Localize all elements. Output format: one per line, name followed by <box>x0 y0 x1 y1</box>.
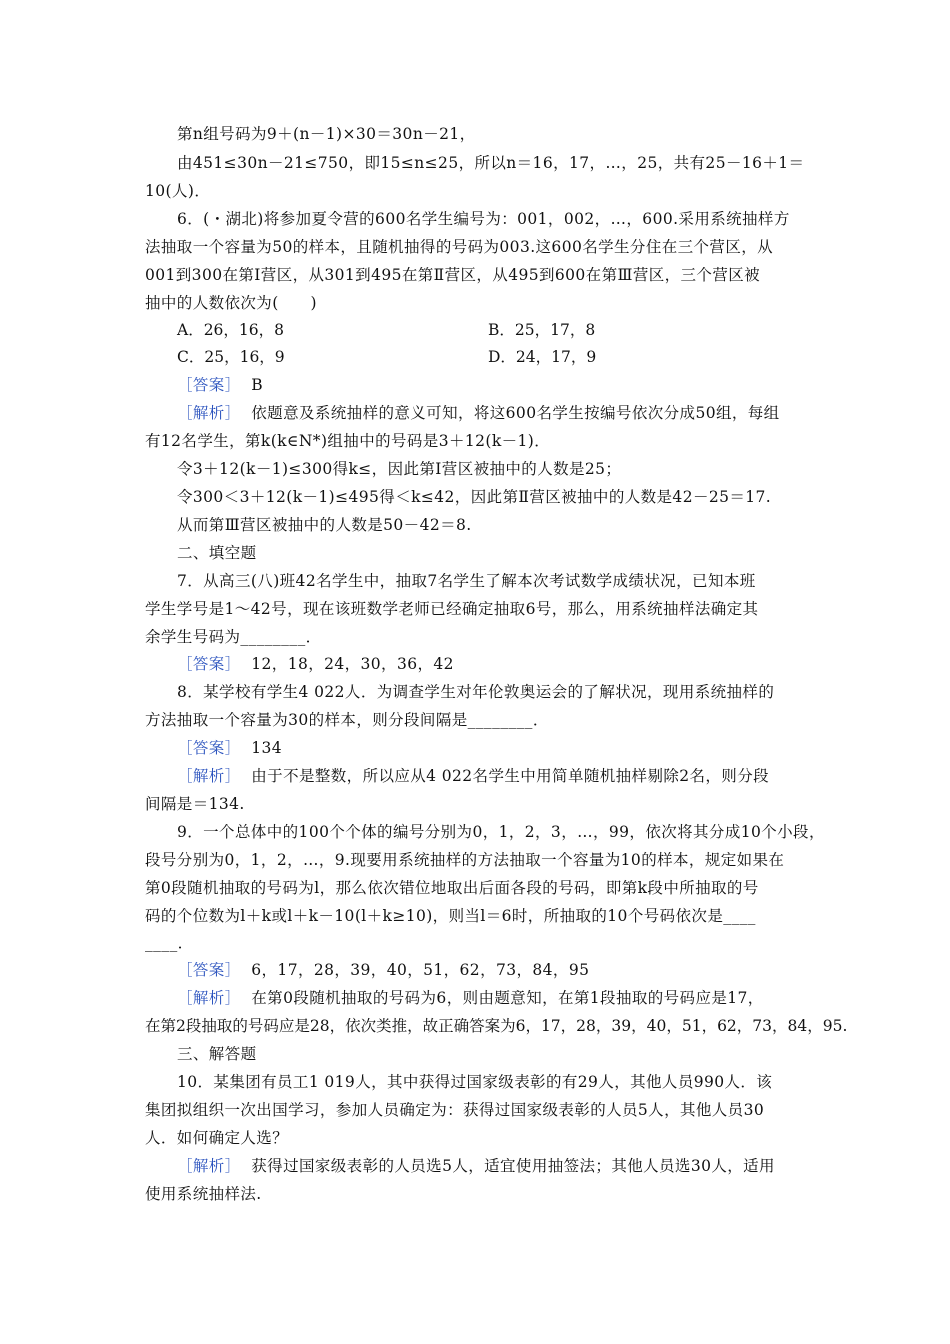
text-line: 第0段随机抽取的号码为l，那么依次错位地取出后面各段的号码，即第k段中所抽取的号 <box>145 879 759 897</box>
text-line: 方法抽取一个容量为30的样本，则分段间隔是________． <box>145 711 549 729</box>
text-line: 由451≤30n－21≤750，即15≤n≤25，所以n＝16，17，…，25，共有25－16＋1＝ <box>177 154 805 172</box>
text-line: 段号分别为0，1，2，…，9.现要用系统抽样的方法抽取一个容量为10的样本，规定如果在 <box>145 851 785 869</box>
analysis-line <box>177 766 842 786</box>
question-7: 7．从高三(八)班42名学生中，抽取7名学生了解本次考试数学成绩状况，已知本班 <box>177 572 756 590</box>
answer-value: 6，17，28，39，40，51，62，73，84，95 <box>251 961 590 979</box>
answer-line <box>177 375 842 395</box>
analysis-text: 依题意及系统抽样的意义可知，将这600名学生按编号依次分成50组，每组 <box>251 404 780 422</box>
analysis-tag: ［解析］ <box>177 404 241 422</box>
text-line: 码的个位数为l＋k或l＋k－10(l＋k≥10)，则当l＝6时，所抽取的10个号码依次是____ <box>145 907 756 925</box>
text-line: 法抽取一个容量为50的样本，且随机抽得的号码为003.这600名学生分住在三个营区，从 <box>145 238 774 256</box>
analysis-text: 获得过国家级表彰的人员选5人，适宜使用抽签法；其他人员选30人，适用 <box>251 1157 775 1175</box>
answer-tag: ［答案］ <box>177 961 241 979</box>
text-line: 令300＜3＋12(k－1)≤495得＜k≤42，因此第Ⅱ营区被抽中的人数是42－25＝17. <box>177 488 772 506</box>
answer-line <box>177 960 842 980</box>
analysis-tag: ［解析］ <box>177 1157 241 1175</box>
option-a: A．26，16，8 <box>177 321 285 339</box>
text-line: 有12名学生，第k(k∈N*)组抽中的号码是3＋12(k－1)． <box>145 432 551 450</box>
analysis-tag: ［解析］ <box>177 989 241 1007</box>
answer-line <box>177 654 842 674</box>
section-heading: 三、解答题 <box>177 1045 257 1063</box>
text-line: 学生学号是1～42号，现在该班数学老师已经确定抽取6号，那么，用系统抽样法确定其 <box>145 600 759 618</box>
answer-tag: ［答案］ <box>177 655 241 673</box>
analysis-line <box>177 988 842 1008</box>
answer-value: B <box>251 376 264 394</box>
option-d: D．24，17，9 <box>488 348 597 366</box>
text-line: 间隔是＝134. <box>145 795 245 813</box>
analysis-line <box>177 1156 842 1176</box>
answer-value: 12，18，24，30，36，42 <box>251 655 454 673</box>
text-line: 001到300在第Ⅰ营区，从301到495在第Ⅱ营区，从495到600在第Ⅲ营区，三个营区被 <box>145 266 761 284</box>
analysis-text: 在第0段随机抽取的号码为6，则由题意知，在第1段抽取的号码应是17， <box>251 989 764 1007</box>
analysis-tag: ［解析］ <box>177 767 241 785</box>
text-line: 从而第Ⅲ营区被抽中的人数是50－42＝8. <box>177 516 472 534</box>
answer-tag: ［答案］ <box>177 376 241 394</box>
text-line: 在第2段抽取的号码应是28，依次类推，故正确答案为6，17，28，39，40，51，62，73，84，95. <box>145 1017 848 1035</box>
text-line: 人．如何确定人选？ <box>145 1129 289 1147</box>
text-line: 10(人)． <box>145 182 211 200</box>
text-line: 余学生号码为________． <box>145 628 322 646</box>
answer-line <box>177 738 842 758</box>
text-line: 集团拟组织一次出国学习，参加人员确定为：获得过国家级表彰的人员5人，其他人员30 <box>145 1101 765 1119</box>
option-c: C．25，16，9 <box>177 348 285 366</box>
text-line: 抽中的人数依次为( ) <box>145 294 317 312</box>
question-9: 9．一个总体中的100个个体的编号分别为0，1，2，3，…，99，依次将其分成10个小段， <box>177 823 825 841</box>
answer-value: 134 <box>251 739 283 757</box>
text-line: ____． <box>145 934 194 952</box>
question-8: 8．某学校有学生4 022人．为调查学生对年伦敦奥运会的了解状况，现用系统抽样的 <box>177 683 775 701</box>
analysis-line <box>177 403 842 423</box>
text-line: 使用系统抽样法. <box>145 1185 262 1203</box>
analysis-text: 由于不是整数，所以应从4 022名学生中用简单随机抽样剔除2名，则分段 <box>251 767 770 785</box>
section-heading: 二、填空题 <box>177 544 257 562</box>
option-b: B．25，17，8 <box>488 321 596 339</box>
question-6: 6．(・湖北)将参加夏令营的600名学生编号为：001，002，…，600.采用系统抽样方 <box>177 210 790 228</box>
text-line: 令3＋12(k－1)≤300得k≤，因此第Ⅰ营区被抽中的人数是25； <box>177 460 622 478</box>
answer-tag: ［答案］ <box>177 739 241 757</box>
question-10: 10．某集团有员工1 019人，其中获得过国家级表彰的有29人，其他人员990人．该 <box>177 1073 773 1091</box>
text-line: 第n组号码为9＋(n－1)×30＝30n－21， <box>177 125 476 143</box>
